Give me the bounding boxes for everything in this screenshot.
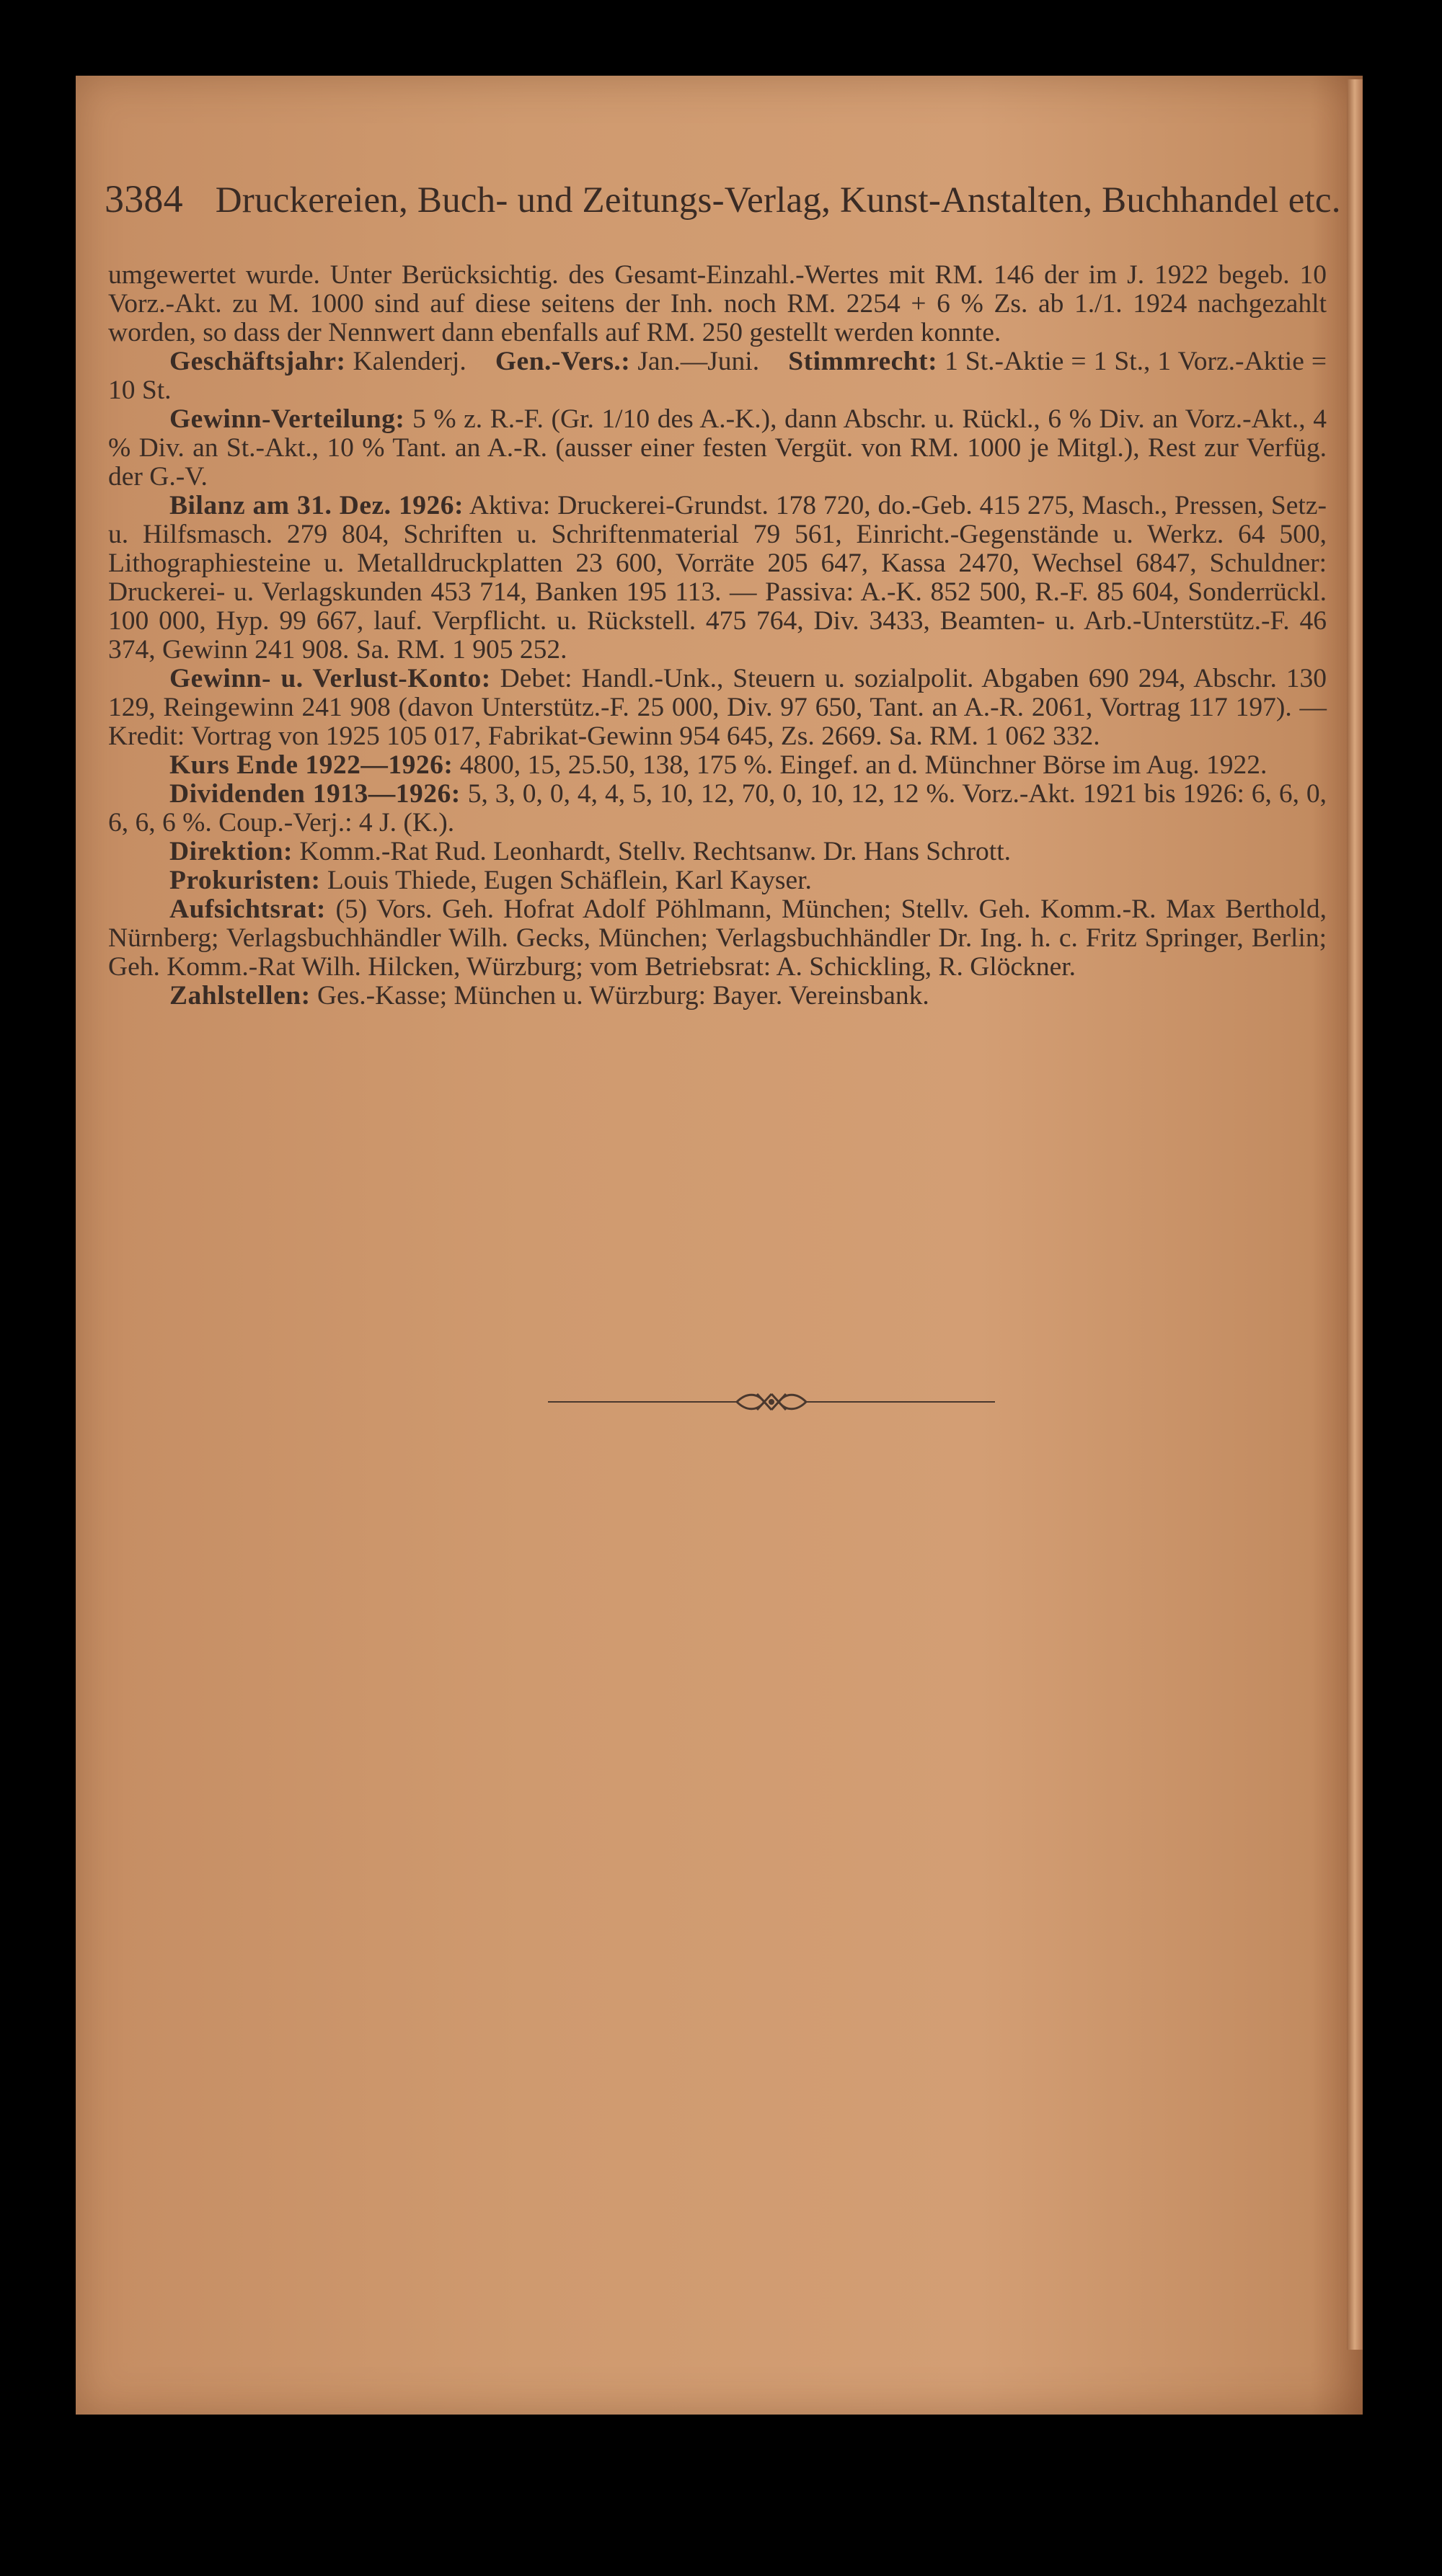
- section-text: (5) Vors. Geh. Hofrat Adolf Pöhlmann, München; Stellv. Geh. Komm.-R. Max Berthold, Nürnberg; Verlagsbuchhändler Wilh. Gecks, München; Verlagsbuchhändler Dr. Ing. h. c. Fritz Springer, Berlin; Geh. Komm.-Rat Wilh. Hilcken, Würzburg; vom Betriebsrat: A. Schickling, R. Glöckner.: [108, 894, 1327, 982]
- section-label: Zahlstellen:: [169, 981, 311, 1011]
- section-text: 5, 3, 0, 0, 4, 4, 5, 10, 12, 70, 0, 10, 12, 12 %. Vorz.-Akt. 1921 bis 1926: 6, 6, 0, 6, 6, 6 %. Coup.-Verj.: 4 J. (K.).: [108, 779, 1327, 838]
- section-label: Prokuristen:: [169, 866, 321, 895]
- section-text: Louis Thiede, Eugen Schäflein, Karl Kayser.: [327, 866, 812, 895]
- entry-body: [108, 261, 1327, 1011]
- section-text: Jan.—Juni.: [637, 347, 760, 376]
- section-label: Bilanz am 31. Dez. 1926:: [169, 491, 464, 520]
- section-label: Gewinn- u. Verlust-Konto:: [169, 664, 491, 693]
- page-edge: [1347, 79, 1363, 2350]
- section-text: 4800, 15, 25.50, 138, 175 %. Eingef. an d. Münchner Börse im Aug. 1922.: [459, 750, 1268, 780]
- section-text: 5 % z. R.-F. (Gr. 1/10 des A.-K.), dann Abschr. u. Rückl., 6 % Div. an Vorz.-Akt., 4 % Div. an St.-Akt., 10 % Tant. an A.-R. (ausser einer festen Vergüt. von RM. 1000 je Mitgl.), Rest zur Verfüg. der G.-V.: [108, 404, 1327, 492]
- section-zahlstellen: [108, 982, 1327, 1011]
- section-prokuristen: [108, 866, 1327, 895]
- section-aufsichtsrat: [108, 895, 1327, 982]
- section-gewinn-verlust-konto: [108, 665, 1327, 751]
- intro-paragraph: umgewertet wurde. Unter Berücksichtig. des Gesamt-Einzahl.-Wertes mit RM. 146 der im J. 1922 begeb. 10 Vorz.-Akt. zu M. 1000 sind auf diese seitens der Inh. noch RM. 2254 + 6 % Zs. ab 1./1. 1924 nachgezahlt worden, so dass der Nennwert dann ebenfalls auf RM. 250 gestellt werden konnte.: [108, 260, 1327, 347]
- section-text: 1 St.-Aktie = 1 St., 1 Vorz.-Aktie = 10 St.: [108, 347, 1327, 405]
- section-dividenden: [108, 780, 1327, 838]
- section-geschaeftsjahr: [108, 347, 1327, 405]
- section-label: Dividenden 1913—1926:: [169, 779, 461, 809]
- section-label: Direktion:: [169, 837, 293, 866]
- page-number: 3384: [105, 177, 183, 221]
- fleuron-divider-icon: [548, 1384, 995, 1420]
- section-label: Stimmrecht:: [788, 347, 938, 376]
- running-header: [105, 177, 1341, 221]
- section-gewinn-verteilung: [108, 405, 1327, 492]
- section-label: Geschäftsjahr:: [169, 347, 346, 376]
- section-text: Komm.-Rat Rud. Leonhardt, Stellv. Rechtsanw. Dr. Hans Schrott.: [299, 837, 1012, 866]
- section-bilanz: [108, 492, 1327, 665]
- section-kurs: [108, 751, 1327, 780]
- section-label: Gewinn-Verteilung:: [169, 404, 405, 434]
- section-text: Kalenderj.: [353, 347, 466, 376]
- section-direktion: [108, 838, 1327, 866]
- section-text: Ges.-Kasse; München u. Würzburg: Bayer. Vereinsbank.: [317, 981, 929, 1011]
- section-label: Gen.-Vers.:: [495, 347, 631, 376]
- section-label: Aufsichtsrat:: [169, 894, 326, 924]
- section-text: Aktiva: Druckerei-Grundst. 178 720, do.-Geb. 415 275, Masch., Pressen, Setz- u. Hilfsmasch. 279 804, Schriften u. Schriftenmaterial 79 561, Einricht.-Gegenstände u. Werkz. 64 500, Lithographiesteine u. Metalldruckplatten 23 600, Vorräte 205 647, Kassa 2470, Wechsel 6847, Schuldner: Druckerei- u. Verlagskunden 453 714, Banken 195 113. — Passiva: A.-K. 852 500, R.-F. 85 604, Sonderrückl. 100 000, Hyp. 99 667, lauf. Verpflicht. u. Rückstell. 475 764, Div. 3433, Beamten- u. Arb.-Unterstütz.-F. 46 374, Gewinn 241 908. Sa. RM. 1 905 252.: [108, 491, 1327, 665]
- section-text: Debet: Handl.-Unk., Steuern u. sozialpolit. Abgaben 690 294, Abschr. 130 129, Reingewinn 241 908 (davon Unterstütz.-F. 25 000, Div. 97 650, Tant. an A.-R. 2061, Vortrag 117 197). — Kredit: Vortrag von 1925 105 017, Fabrikat-Gewinn 954 645, Zs. 2669. Sa. RM. 1 062 332.: [108, 664, 1327, 751]
- running-head-title: Druckereien, Buch- und Zeitungs-Verlag, Kunst-Anstalten, Buchhandel etc.: [215, 180, 1341, 221]
- section-label: Kurs Ende 1922—1926:: [169, 750, 454, 780]
